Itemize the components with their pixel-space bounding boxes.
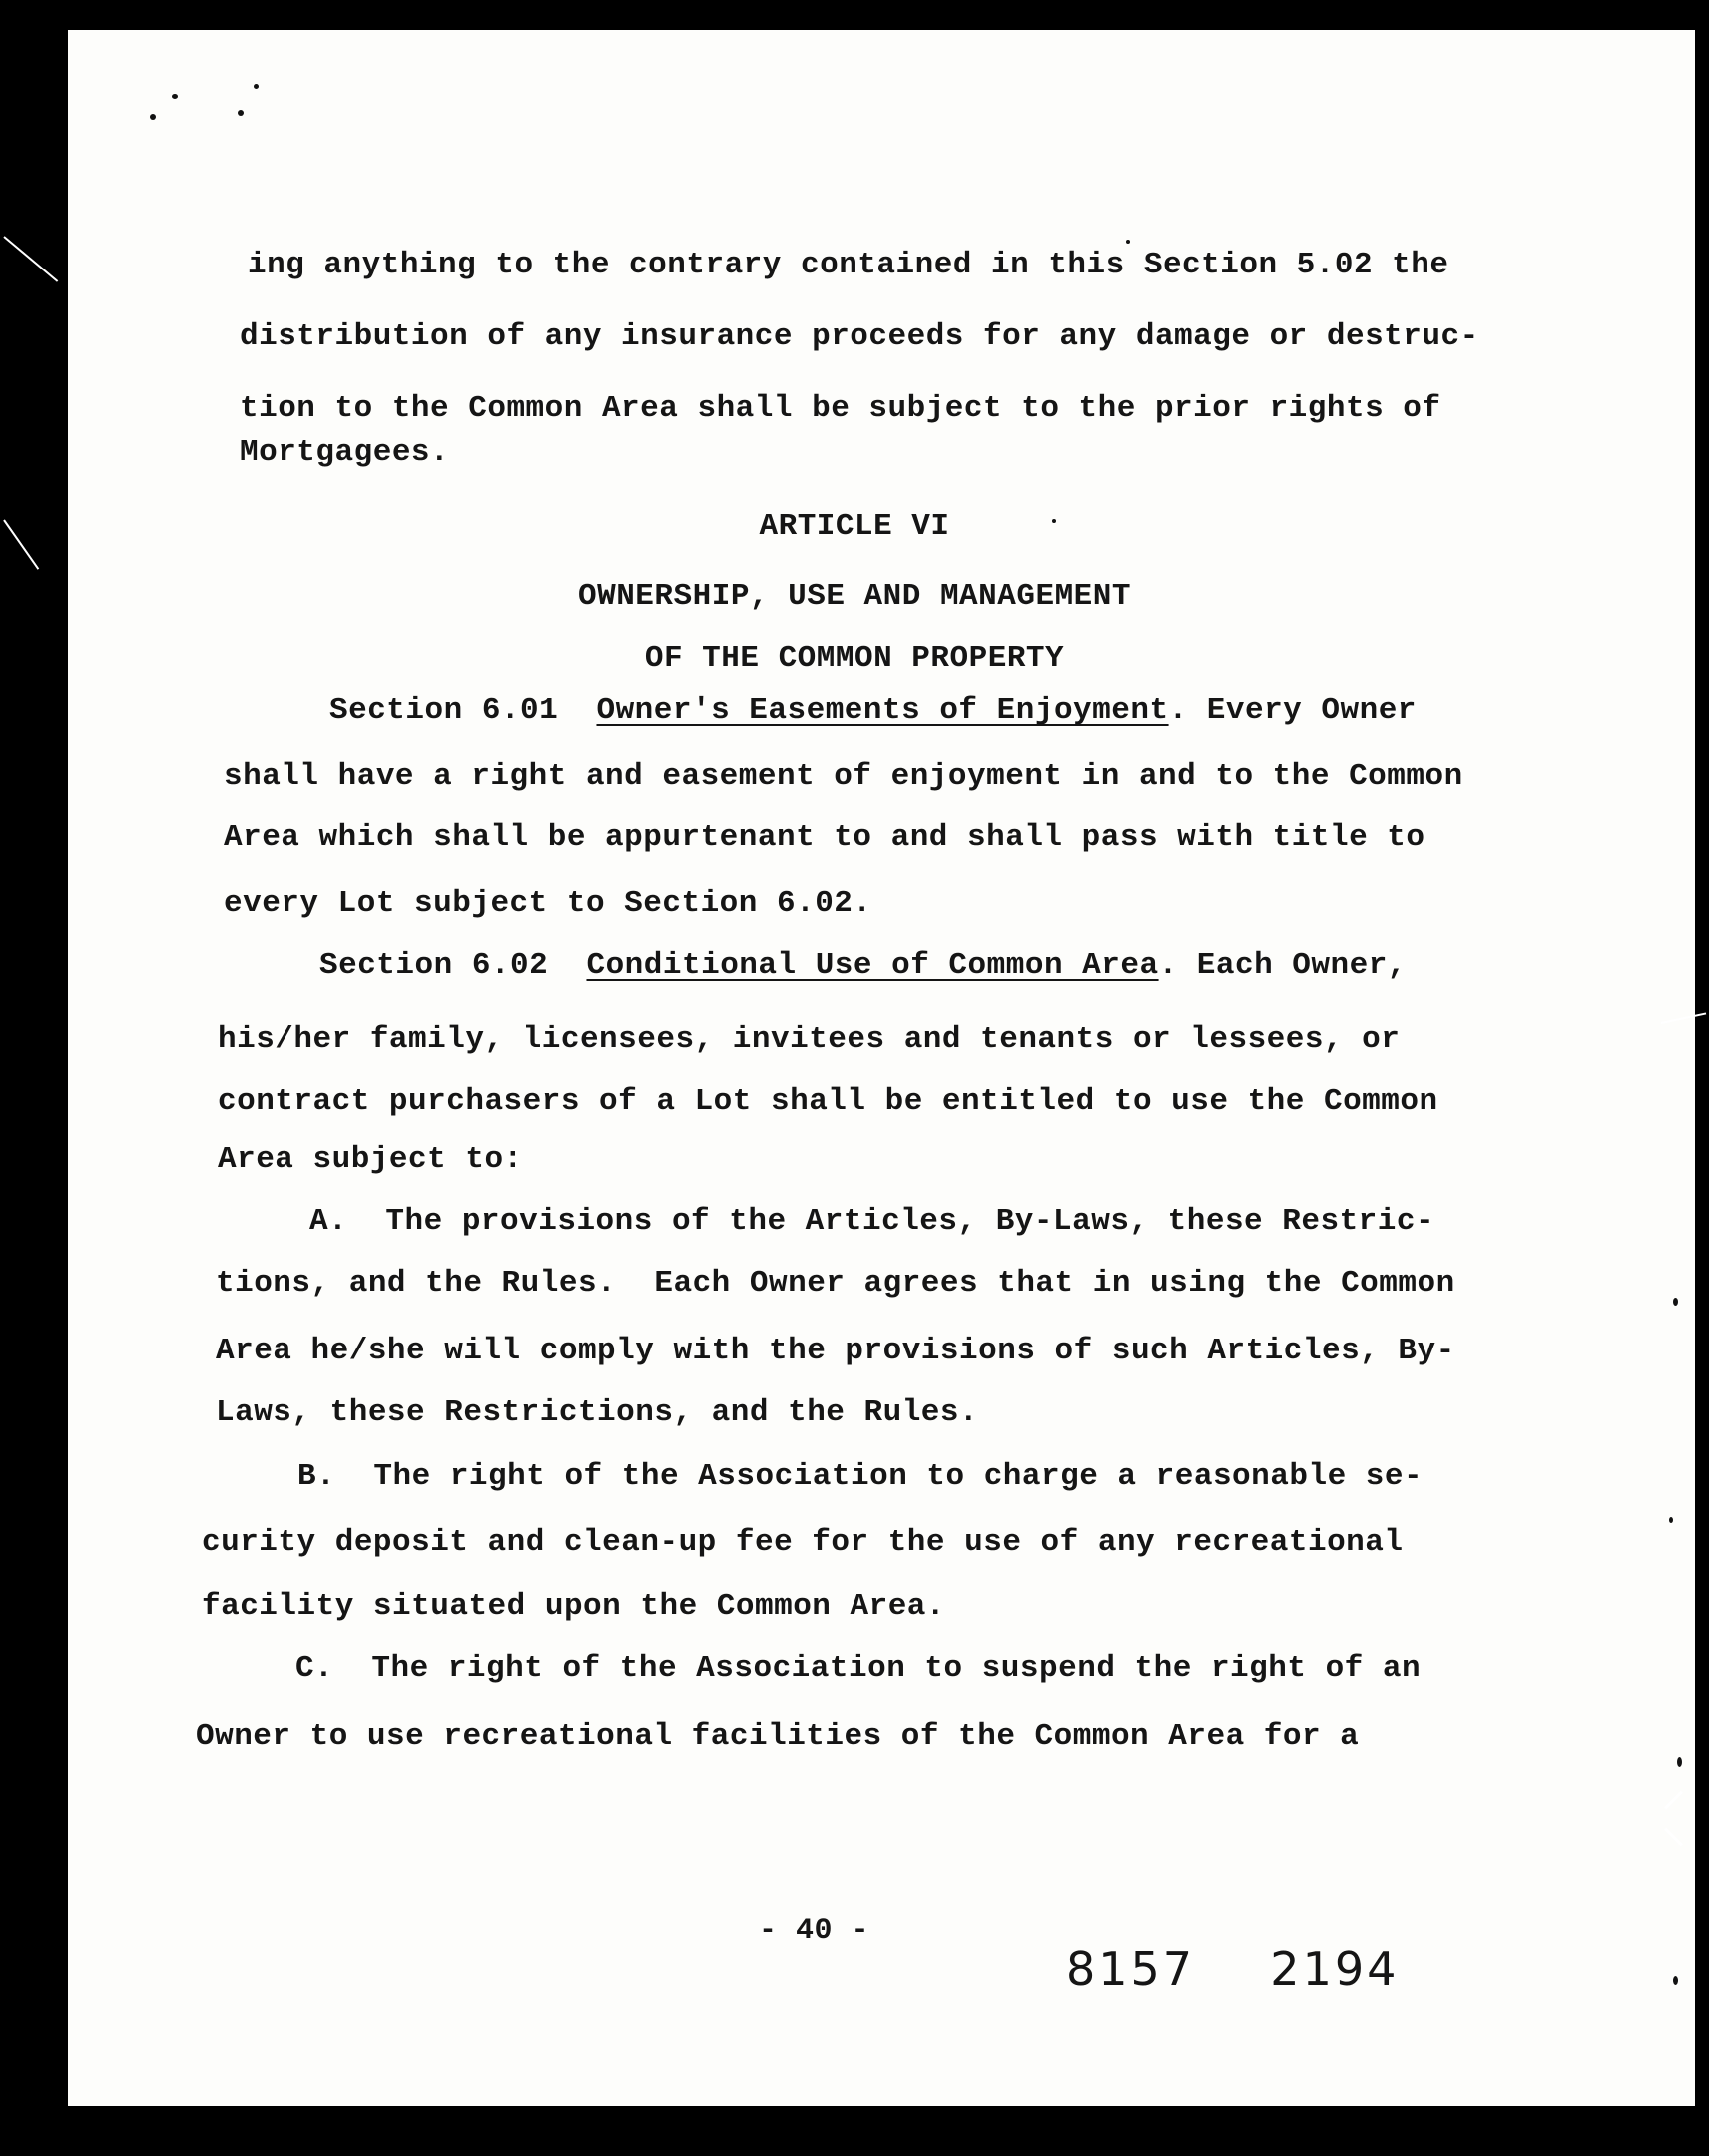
continuation-line-4: Mortgagees. — [240, 435, 450, 470]
item-a-line-4: Laws, these Restrictions, and the Rules. — [216, 1395, 979, 1430]
section-6-01-heading: Owner's Easements of Enjoyment — [596, 693, 1169, 728]
item-c-line-1: C. The right of the Association to suspend the right of an — [295, 1651, 1422, 1686]
section-6-02-line-1: . Each Owner, — [1158, 948, 1407, 983]
article-number: ARTICLE VI — [759, 509, 950, 544]
section-6-01-line-3: Area which shall be appurtenant to and shall pass with title to — [224, 820, 1425, 855]
item-b-line-1: B. The right of the Association to charge a reasonable se- — [297, 1459, 1424, 1494]
item-a-line-3: Area he/she will comply with the provisions of such Articles, By- — [216, 1334, 1455, 1368]
section-6-02-line-4: Area subject to: — [218, 1142, 523, 1177]
item-a-line-2: tions, and the Rules. Each Owner agrees that in using the Common — [216, 1266, 1455, 1301]
article-title-line-1: OWNERSHIP, USE AND MANAGEMENT — [578, 579, 1131, 614]
item-b-line-2: curity deposit and clean-up fee for the use of any recreational — [202, 1525, 1404, 1560]
section-6-01-label: Section 6.01 — [329, 693, 559, 728]
section-6-02-line-2: his/her family, licensees, invitees and tenants or lessees, or — [218, 1022, 1401, 1057]
section-6-01-line-4: every Lot subject to Section 6.02. — [224, 886, 872, 921]
section-6-02-first-line — [319, 948, 1407, 983]
section-6-01-line-1: . Every Owner — [1168, 693, 1417, 728]
document-number: 8157 2194 — [1066, 1942, 1400, 1996]
continuation-line-1: ing anything to the contrary contained in this Section 5.02 the — [248, 248, 1449, 282]
section-6-02-line-3: contract purchasers of a Lot shall be entitled to use the Common — [218, 1084, 1438, 1119]
item-c-line-2: Owner to use recreational facilities of the Common Area for a — [196, 1719, 1360, 1754]
section-6-02-label: Section 6.02 — [319, 948, 549, 983]
article-title-line-2: OF THE COMMON PROPERTY — [644, 641, 1065, 676]
section-6-01-line-2: shall have a right and easement of enjoyment in and to the Common — [224, 759, 1463, 794]
section-6-01-first-line — [329, 693, 1417, 728]
continuation-line-3: tion to the Common Area shall be subject to the prior rights of — [240, 391, 1441, 426]
continuation-line-2: distribution of any insurance proceeds for any damage or destruc- — [240, 319, 1479, 354]
item-b-line-3: facility situated upon the Common Area. — [202, 1589, 946, 1624]
section-6-02-heading: Conditional Use of Common Area — [586, 948, 1159, 983]
item-a-line-1: A. The provisions of the Articles, By-Laws, these Restric- — [309, 1204, 1435, 1239]
page-number: - 40 - — [759, 1914, 870, 1948]
